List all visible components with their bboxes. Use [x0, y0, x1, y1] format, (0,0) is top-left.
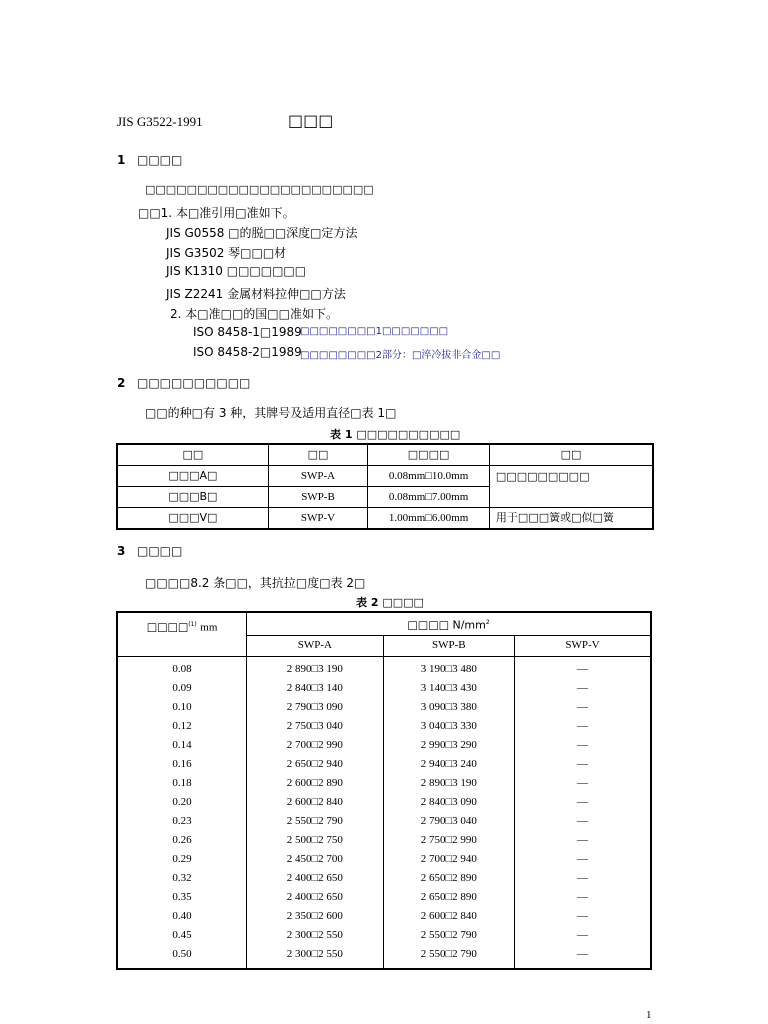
table-2	[116, 611, 652, 970]
table-cell: □□□B□	[117, 487, 268, 508]
table-row	[117, 717, 651, 736]
table-cell: 2 750□2 990	[383, 831, 514, 850]
column-header: SWP-V	[515, 635, 651, 656]
table-cell: 2 700□2 990	[247, 736, 383, 755]
table-row	[117, 755, 651, 774]
section-1-intro: □□□□□□□□□□□□□□□□□□□□□□	[145, 183, 374, 196]
table-cell: 2 600□2 890	[247, 774, 383, 793]
table-row	[117, 656, 651, 679]
table-cell: 2 990□3 290	[383, 736, 514, 755]
table-cell: 2 940□3 240	[383, 755, 514, 774]
section-2-number: 2	[117, 376, 126, 390]
section-2-intro: □□的种□有 3 种，其牌号及适用直径□表 1□	[145, 406, 397, 420]
table-cell: 0.09	[117, 679, 247, 698]
table-cell: SWP-B	[268, 487, 367, 508]
table-cell: —	[515, 755, 651, 774]
table-row	[117, 466, 653, 487]
table-cell: 3 040□3 330	[383, 717, 514, 736]
table-cell: 0.08	[117, 656, 247, 679]
reference-item: JIS G0558 □的脱□□深度□定方法	[166, 226, 358, 240]
table-2-body	[117, 656, 651, 969]
table-cell: 3 190□3 480	[383, 656, 514, 679]
table-cell: —	[515, 888, 651, 907]
table-cell: 2 840□3 140	[247, 679, 383, 698]
table-row	[117, 793, 651, 812]
table-cell: 2 840□3 090	[383, 793, 514, 812]
table-cell: 0.29	[117, 850, 247, 869]
section-2-heading: □□□□□□□□□□	[137, 376, 251, 390]
table-cell: —	[515, 850, 651, 869]
table-cell: 0.35	[117, 888, 247, 907]
table-cell: 2 890□3 190	[383, 774, 514, 793]
table-cell: 2 650□2 890	[383, 869, 514, 888]
table-header-row	[117, 612, 651, 635]
table-cell: 2 350□2 600	[247, 907, 383, 926]
table-cell: 3 090□3 380	[383, 698, 514, 717]
column-header: □□	[117, 444, 268, 466]
table-cell: —	[515, 793, 651, 812]
column-header: SWP-A	[247, 635, 383, 656]
table-row	[117, 926, 651, 945]
iso-description: □□□□□□□□1□□□□□□□	[300, 326, 449, 337]
table-cell: —	[515, 736, 651, 755]
column-header: □□	[489, 444, 653, 466]
table-cell: —	[515, 907, 651, 926]
section-1-number: 1	[117, 153, 126, 167]
iso-description: □□□□□□□□2部分：□淬冷拔非合金□□	[300, 350, 501, 361]
table-cell: 0.10	[117, 698, 247, 717]
table-cell: 0.14	[117, 736, 247, 755]
table-cell: —	[515, 679, 651, 698]
table-cell: —	[515, 831, 651, 850]
iso-code: ISO 8458-2□1989	[193, 345, 302, 359]
column-header: □□	[268, 444, 367, 466]
table-cell: 2 550□2 790	[383, 926, 514, 945]
table-cell: 2 300□2 550	[247, 945, 383, 969]
table-cell: 2 550□2 790	[383, 945, 514, 969]
table-cell: 2 790□3 090	[247, 698, 383, 717]
table-cell: □□□A□	[117, 466, 268, 487]
table-row	[117, 698, 651, 717]
table-cell: 2 400□2 650	[247, 888, 383, 907]
column-header-strength: □□□□ $N/mm^2$	[247, 612, 651, 635]
table-cell: 2 700□2 940	[383, 850, 514, 869]
table-cell: 2 790□3 040	[383, 812, 514, 831]
table-cell: 2 500□2 750	[247, 831, 383, 850]
table-cell: 用于□□□簧或□似□簧	[489, 508, 653, 530]
table-cell: □□□V□	[117, 508, 268, 530]
section-3-number: 3	[117, 544, 126, 558]
section-1-heading: □□□□	[137, 153, 183, 167]
table-row	[117, 774, 651, 793]
table-row	[117, 831, 651, 850]
table-cell: SWP-A	[268, 466, 367, 487]
table-2-caption: 表 2 □□□□	[356, 596, 424, 609]
page-number: 1	[646, 1009, 652, 1021]
table-cell: 2 550□2 790	[247, 812, 383, 831]
table-cell: —	[515, 656, 651, 679]
table-row	[117, 736, 651, 755]
table-row	[117, 888, 651, 907]
table-row	[117, 508, 653, 530]
document-title: □□□	[288, 111, 334, 130]
iso-code: ISO 8458-1□1989	[193, 325, 302, 339]
table-row	[117, 869, 651, 888]
table-cell: 0.16	[117, 755, 247, 774]
table-header-row	[117, 444, 653, 466]
table-cell: 2 450□2 700	[247, 850, 383, 869]
table-row	[117, 679, 651, 698]
table-cell: 2 650□2 940	[247, 755, 383, 774]
note-2-lead: 2. 本□准□□的国□□准如下。	[170, 307, 338, 321]
table-row	[117, 850, 651, 869]
note-1-lead: □□1. 本□准引用□准如下。	[138, 206, 295, 220]
table-row	[117, 812, 651, 831]
table-cell: 1.00mm□6.00mm	[368, 508, 490, 530]
table-cell: 3 140□3 430	[383, 679, 514, 698]
table-cell: 0.45	[117, 926, 247, 945]
table-1-caption: 表 1 □□□□□□□□□□	[330, 428, 461, 441]
table-cell: —	[515, 698, 651, 717]
table-cell: 0.23	[117, 812, 247, 831]
table-cell: —	[515, 717, 651, 736]
table-cell: 2 600□2 840	[247, 793, 383, 812]
table-cell: 0.08mm□7.00mm	[368, 487, 490, 508]
table-cell: SWP-V	[268, 508, 367, 530]
table-cell: 0.26	[117, 831, 247, 850]
table-cell: 2 400□2 650	[247, 869, 383, 888]
table-cell: —	[515, 869, 651, 888]
section-3-intro: □□□□8.2 条□□，其抗拉□度□表 2□	[145, 576, 366, 590]
table-cell: 0.20	[117, 793, 247, 812]
table-cell: 0.50	[117, 945, 247, 969]
table-cell: □□□□□□□□□	[489, 466, 653, 508]
table-cell: —	[515, 926, 651, 945]
column-header: SWP-B	[383, 635, 514, 656]
reference-item: JIS K1310 □□□□□□□	[166, 264, 307, 278]
table-cell: —	[515, 812, 651, 831]
column-header: □□□□	[368, 444, 490, 466]
table-cell: 0.32	[117, 869, 247, 888]
table-1	[116, 443, 654, 530]
table-cell: 2 650□2 890	[383, 888, 514, 907]
table-row	[117, 907, 651, 926]
table-cell: 2 890□3 190	[247, 656, 383, 679]
table-row	[117, 945, 651, 969]
table-cell: 0.12	[117, 717, 247, 736]
table-cell: 2 600□2 840	[383, 907, 514, 926]
table-cell: 0.40	[117, 907, 247, 926]
reference-item: JIS G3502 琴□□□材	[166, 246, 287, 260]
table-cell: 2 750□3 040	[247, 717, 383, 736]
table-cell: 0.08mm□10.0mm	[368, 466, 490, 487]
section-3-heading: □□□□	[137, 544, 183, 558]
table-cell: —	[515, 945, 651, 969]
reference-item: JIS Z2241 金属材料拉伸□□方法	[166, 287, 346, 301]
standard-code: JIS G3522-1991	[117, 114, 203, 129]
column-header-diameter: □□□□$^{(1)}$ mm	[117, 612, 247, 656]
table-cell: 0.18	[117, 774, 247, 793]
table-cell: 2 300□2 550	[247, 926, 383, 945]
table-cell: —	[515, 774, 651, 793]
